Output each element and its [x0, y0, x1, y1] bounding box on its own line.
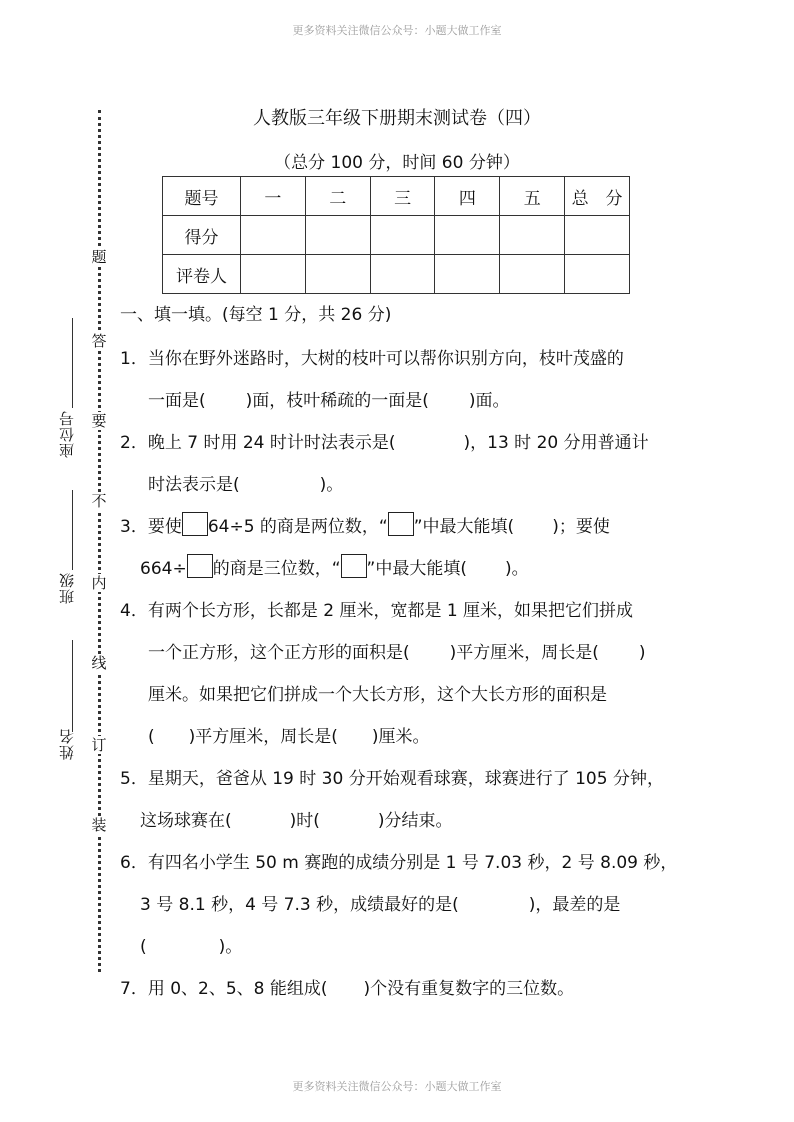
text: 这场球赛在( [140, 811, 232, 831]
watermark-bottom: 更多资料关注微信公众号：小题大做工作室 [292, 1080, 502, 1093]
text: 64÷5 的商是两位数，“ [207, 517, 388, 537]
text: 7．用 0、2、5、8 能组成( [120, 979, 328, 999]
text: )平方厘米，周长是( [188, 727, 338, 747]
text: )时( [289, 811, 320, 831]
question-4-line-2 [148, 638, 646, 663]
blank-box[interactable] [388, 512, 414, 536]
score-cell[interactable] [565, 216, 630, 255]
binding-char: 装 [91, 816, 107, 834]
table-header-cell: 四 [435, 177, 500, 216]
question-3-line-2 [140, 554, 529, 579]
page-title: 人教版三年级下册期末测试卷（四） [253, 108, 541, 129]
binding-dotted-line [98, 110, 101, 972]
score-row [163, 216, 630, 255]
text: )面。 [468, 391, 510, 411]
name-label: 姓名 [58, 728, 76, 760]
score-cell[interactable] [305, 216, 370, 255]
binding-char: 订 [91, 736, 107, 754]
table-header-cell: 总 分 [565, 177, 630, 216]
text: 2．晚上 7 时用 24 时计时法表示是( [120, 433, 396, 453]
blank-box[interactable] [182, 512, 208, 536]
text: ( [140, 937, 147, 957]
text: )。 [504, 559, 529, 579]
table-header-cell: 三 [370, 177, 435, 216]
text: ”中最大能填( [366, 559, 467, 579]
section-heading: 一、填一填。(每空 1 分，共 26 分) [120, 305, 392, 325]
binding-char: 题 [91, 248, 107, 266]
text: 一面是( [148, 391, 206, 411]
text: 一个正方形，这个正方形的面积是( [148, 643, 410, 663]
text: ) [638, 643, 646, 663]
binding-char: 答 [91, 332, 107, 350]
score-cell[interactable] [370, 216, 435, 255]
text: 664÷ [140, 559, 187, 579]
question-1-line-1: 1．当你在野外迷路时，大树的枝叶可以帮你识别方向，枝叶茂盛的 [120, 349, 624, 369]
binding-char: 内 [91, 574, 107, 592]
seat-number-underline[interactable] [72, 318, 73, 408]
question-5-line-1: 5．星期天，爸爸从 19 时 30 分开始观看球赛，球赛进行了 105 分钟， [120, 769, 664, 789]
table-header-cell: 题号 [163, 177, 241, 216]
text: ( [148, 727, 155, 747]
grader-cell[interactable] [435, 255, 500, 294]
score-cell[interactable] [241, 216, 306, 255]
watermark-top: 更多资料关注微信公众号：小题大做工作室 [292, 24, 502, 37]
score-cell[interactable] [500, 216, 565, 255]
name-underline[interactable] [72, 640, 73, 732]
score-table [162, 176, 630, 294]
text: )个没有重复数字的三位数。 [363, 979, 575, 999]
text: ”中最大能填( [413, 517, 515, 537]
question-4-line-4 [148, 722, 430, 747]
grader-row [163, 255, 630, 294]
text: )；要使 [552, 517, 610, 537]
binding-char: 线 [91, 654, 107, 672]
question-6-line-2 [140, 890, 620, 915]
binding-char: 要 [91, 412, 107, 430]
blank-box[interactable] [187, 554, 213, 578]
text: )，13 时 20 分用普通计 [463, 433, 649, 453]
score-cell[interactable] [435, 216, 500, 255]
class-underline[interactable] [72, 490, 73, 570]
text: )。 [218, 937, 243, 957]
text: )面，枝叶稀疏的一面是( [245, 391, 429, 411]
table-header-cell: 二 [305, 177, 370, 216]
row-label: 评卷人 [163, 255, 241, 294]
question-4-line-3: 厘米。如果把它们拼成一个大长方形，这个大长方形的面积是 [148, 685, 607, 705]
question-2-line-2 [148, 470, 343, 495]
text: 3 号 8.1 秒，4 号 7.3 秒，成绩最好的是( [140, 895, 459, 915]
text: )。 [319, 475, 344, 495]
question-3-line-1 [120, 512, 610, 537]
text: 时法表示是( [148, 475, 240, 495]
binding-char: 不 [91, 492, 107, 510]
grader-cell[interactable] [370, 255, 435, 294]
text: )厘米。 [371, 727, 430, 747]
grader-cell[interactable] [305, 255, 370, 294]
seat-number-label: 座位号 [58, 410, 76, 458]
class-label: 班级 [58, 572, 76, 604]
question-1-line-2 [148, 386, 510, 411]
score-table-header-row [163, 177, 630, 216]
question-7-line-1 [120, 974, 574, 999]
text: )，最差的是 [528, 895, 621, 915]
grader-cell[interactable] [241, 255, 306, 294]
grader-cell[interactable] [500, 255, 565, 294]
blank-box[interactable] [341, 554, 367, 578]
grader-cell[interactable] [565, 255, 630, 294]
question-4-line-1: 4．有两个长方形，长都是 2 厘米，宽都是 1 厘米，如果把它们拼成 [120, 601, 634, 621]
table-header-cell: 五 [500, 177, 565, 216]
table-header-cell: 一 [241, 177, 306, 216]
question-2-line-1 [120, 428, 649, 453]
question-5-line-2 [140, 806, 453, 831]
question-6-line-1: 6．有四名小学生 50 m 赛跑的成绩分别是 1 号 7.03 秒，2 号 8.09 秒， [120, 853, 678, 873]
text: 3．要使 [120, 517, 182, 537]
text: 的商是三位数，“ [212, 559, 341, 579]
page-subtitle: （总分 100 分，时间 60 分钟） [274, 153, 520, 173]
question-6-line-3 [140, 932, 242, 957]
text: )平方厘米，周长是( [449, 643, 599, 663]
row-label: 得分 [163, 216, 241, 255]
text: )分结束。 [377, 811, 453, 831]
